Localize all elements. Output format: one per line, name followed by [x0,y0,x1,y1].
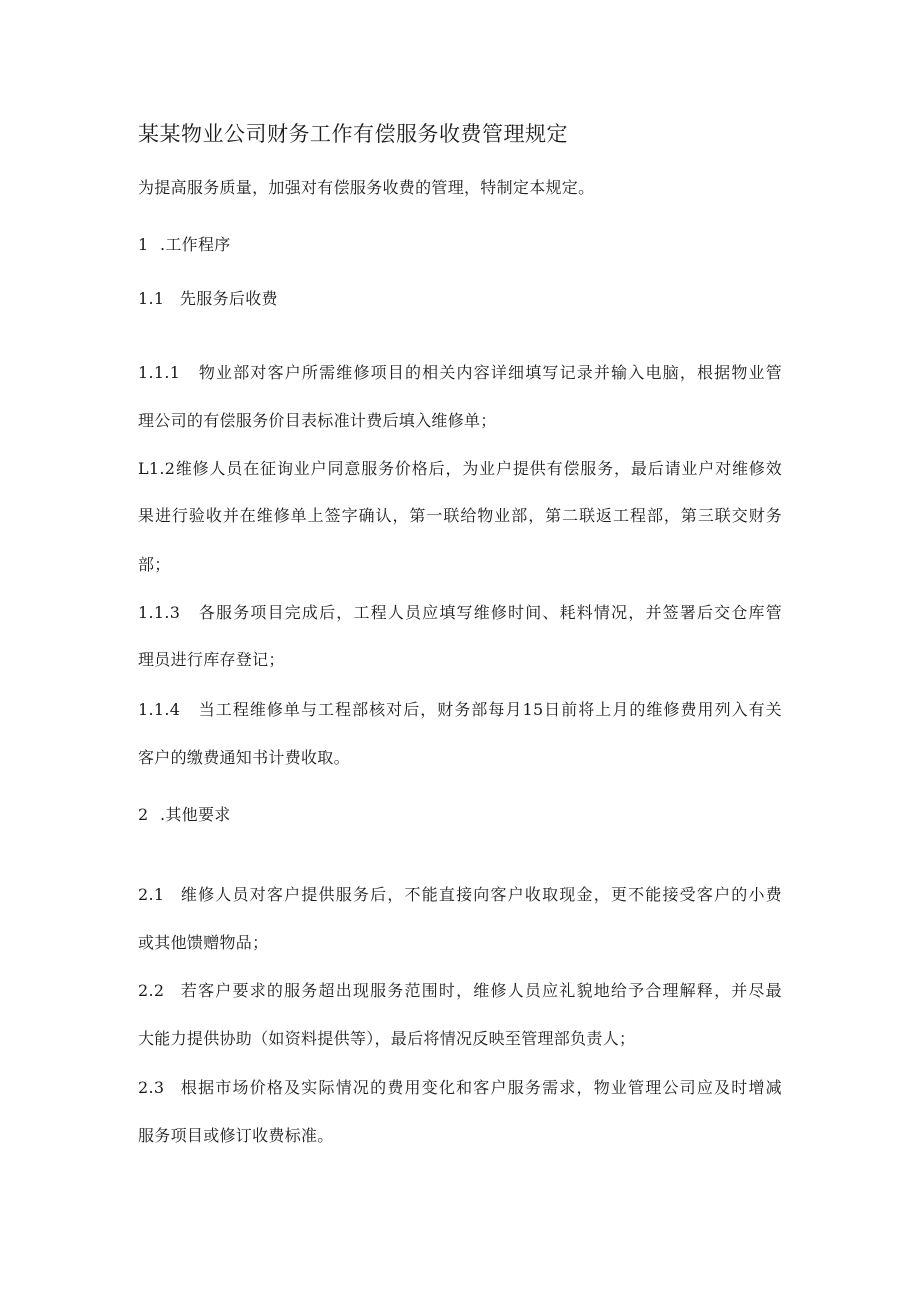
clause-1-1-3-line-2: 理员进行库存登记； [138,650,285,669]
clause-line: 物业部对客户所需维修项目的相关内容详细填写记录并输入电脑，根据物业管 [198,363,782,382]
subsection-title: 先服务后收费 [180,289,278,308]
clause-1-1-1-line-1 [138,360,782,383]
clause-1-1-1-line-2: 理公司的有偿服务价目表标准计费后填入维修单； [138,411,497,430]
clause-text [138,1075,782,1098]
clause-line: 维修人员对客户提供服务后，不能直接向客户收取现金，更不能接受客户的小费 [180,885,782,904]
clause-number: 1.1.4 [138,700,181,719]
clause-2-2-line-1 [138,978,782,1001]
clause-2-2-line-2: 大能力提供协助（如资料提供等），最后将情况反映至管理部负责人； [138,1029,636,1048]
clause-1-1-2-line-2 [138,503,782,526]
clause-text [138,697,782,720]
subsection-number: 1.1 [138,289,165,308]
clause-text [138,978,782,1001]
section-number: 1 [138,235,149,254]
clause-2-3-line-1 [138,1075,782,1098]
clause-line: 当工程维修单与工程部核对后，财务部每月15日前将上月的维修费用列入有关 [198,700,782,719]
section-title: .工作程序 [160,235,231,254]
clause-1-1-4-line-1 [138,697,782,720]
subsection-1-1 [138,286,278,309]
clause-1-1-4-line-2: 客户的缴费通知书计费收取。 [138,748,350,767]
clause-line: 若客户要求的服务超出现服务范围时，维修人员应礼貌地给予合理解释，并尽最 [180,981,782,1000]
intro-paragraph: 为提高服务质量，加强对有偿服务收费的管理，特制定本规定。 [138,178,595,197]
clause-1-1-2-line-1 [138,456,782,479]
clause-text [138,360,782,383]
clause-number: 1.1.3 [138,603,181,622]
section-number: 2 [138,805,149,824]
clause-number: 2.1 [138,885,165,904]
clause-line: 果进行验收并在维修单上签字确认，第一联给物业部，第二联返工程部，第三联交财务 [138,506,782,525]
clause-number: 2.2 [138,981,165,1000]
clause-text [138,882,782,905]
clause-2-1-line-1 [138,882,782,905]
clause-line: 根据市场价格及实际情况的费用变化和客户服务需求，物业管理公司应及时增减 [180,1078,782,1097]
section-title: .其他要求 [160,805,231,824]
clause-number: 1.1.1 [138,363,181,382]
clause-1-1-3-line-1 [138,600,782,623]
document-title: 某某物业公司财务工作有偿服务收费管理规定 [138,122,568,146]
clause-1-1-2-line-3: 部； [138,555,171,574]
clause-2-1-line-2: 或其他馈赠物品； [138,933,269,952]
section-1-heading [138,232,231,255]
clause-text [138,600,782,623]
section-2-heading [138,802,231,825]
clause-2-3-line-2: 服务项目或修订收费标准。 [138,1126,334,1145]
clause-number: 2.3 [138,1078,165,1097]
clause-line: L1.2维修人员在征询业户同意服务价格后，为业户提供有偿服务，最后请业户对维修效 [138,459,782,478]
clause-line: 各服务项目完成后，工程人员应填写维修时间、耗料情况，并签署后交仓库管 [198,603,782,622]
